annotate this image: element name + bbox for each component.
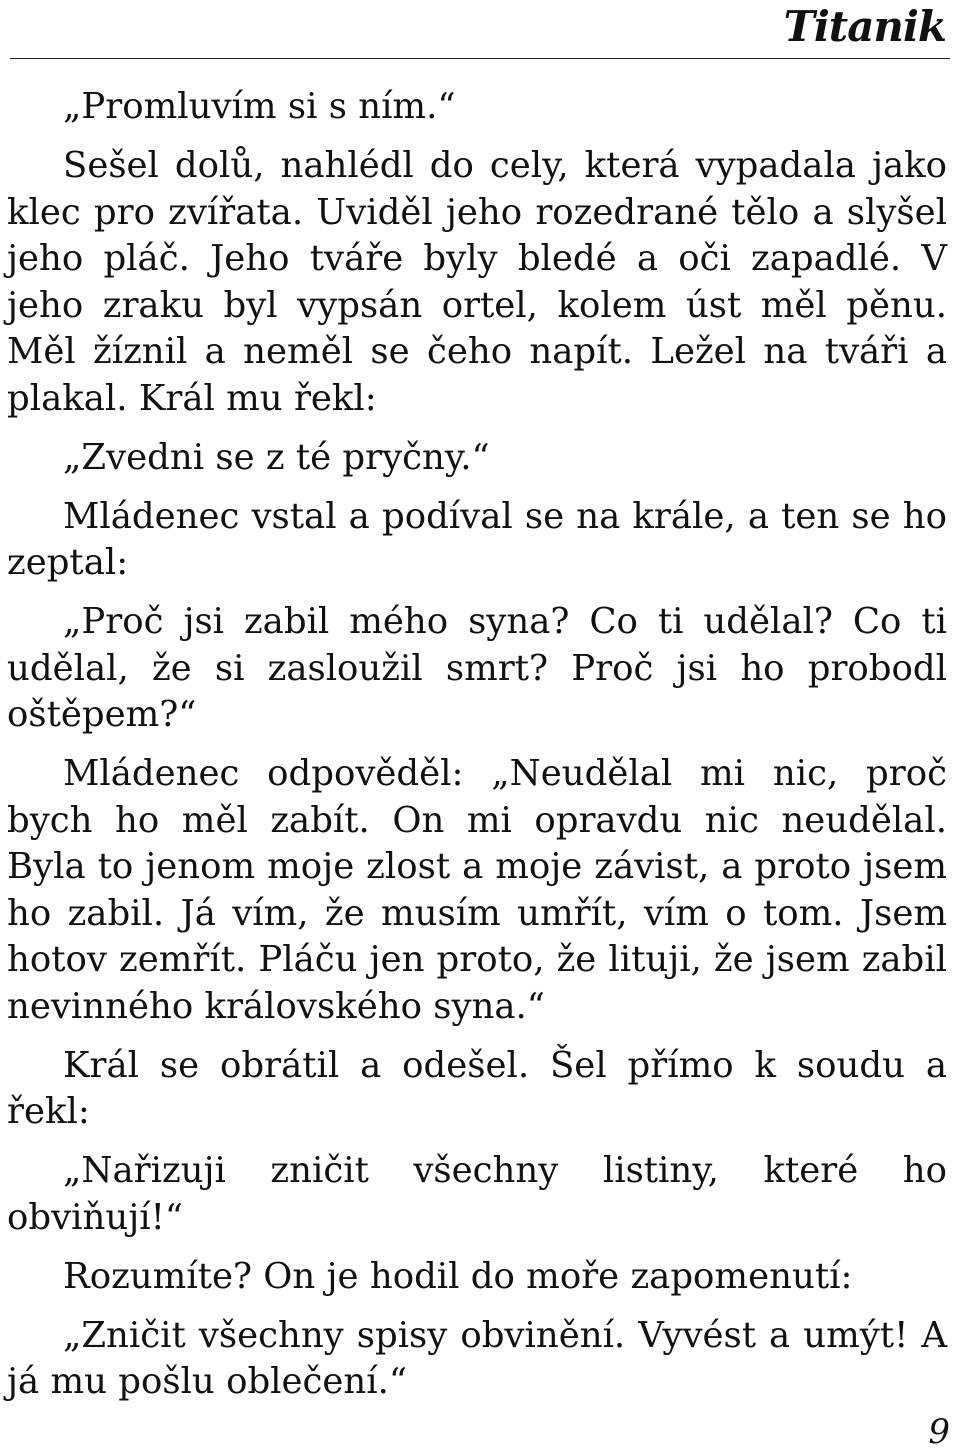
paragraph: „Nařizuji zničit všechny listiny, které ho obviňují!“ <box>7 1150 947 1238</box>
paragraph: Rozumíte? On je hodil do moře zapomenutí: <box>63 1255 853 1297</box>
paragraph: „Zničit všechny spisy obvinění. Vyvést a umýt! A já mu pošlu oblečení.“ <box>7 1314 947 1402</box>
paragraph: „Promluvím si s ním.“ <box>63 86 456 127</box>
paragraph: Král se obrátil a odešel. Šel přímo k soudu a řekl: <box>7 1044 947 1132</box>
paragraph: Mládenec odpověděl: „Neudělal mi nic, proč bych ho měl zabít. On mi opravdu nic neudělal. Byla to jenom moje zlost a moje závist, a proto jsem ho zabil. Já vím, že musím umřít, vím o tom. Jsem hotov zemřít. Pláču jen proto, že lituji, že jsem zabil nevinného královského syna.“ <box>7 753 947 1027</box>
paragraph: „Proč jsi zabil mého syna? Co ti udělal? Co ti udělal, že si zasloužil smrt? Proč jsi ho probodl oštěpem?“ <box>7 601 947 735</box>
book-title: Titanik <box>783 2 946 51</box>
page-number: 9 <box>928 1412 950 1452</box>
running-header <box>0 0 960 58</box>
paragraph: Sešel dolů, nahlédl do cely, která vypadala jako klec pro zvířata. Uviděl jeho rozedrané tělo a slyšel jeho pláč. Jeho tváře byly bledé a oči zapadlé. V jeho zraku byl vypsán ortel, kolem úst měl pěnu. Měl žíznil a neměl se čeho napít. Ležel na tváři a plakal. Král mu řekl: <box>7 145 947 419</box>
paragraph: „Zvedni se z té pryčny.“ <box>63 436 490 478</box>
header-rule <box>10 58 950 59</box>
paragraph: Mládenec vstal a podíval se na krále, a ten se ho zeptal: <box>7 495 947 583</box>
body-text <box>7 84 947 1406</box>
